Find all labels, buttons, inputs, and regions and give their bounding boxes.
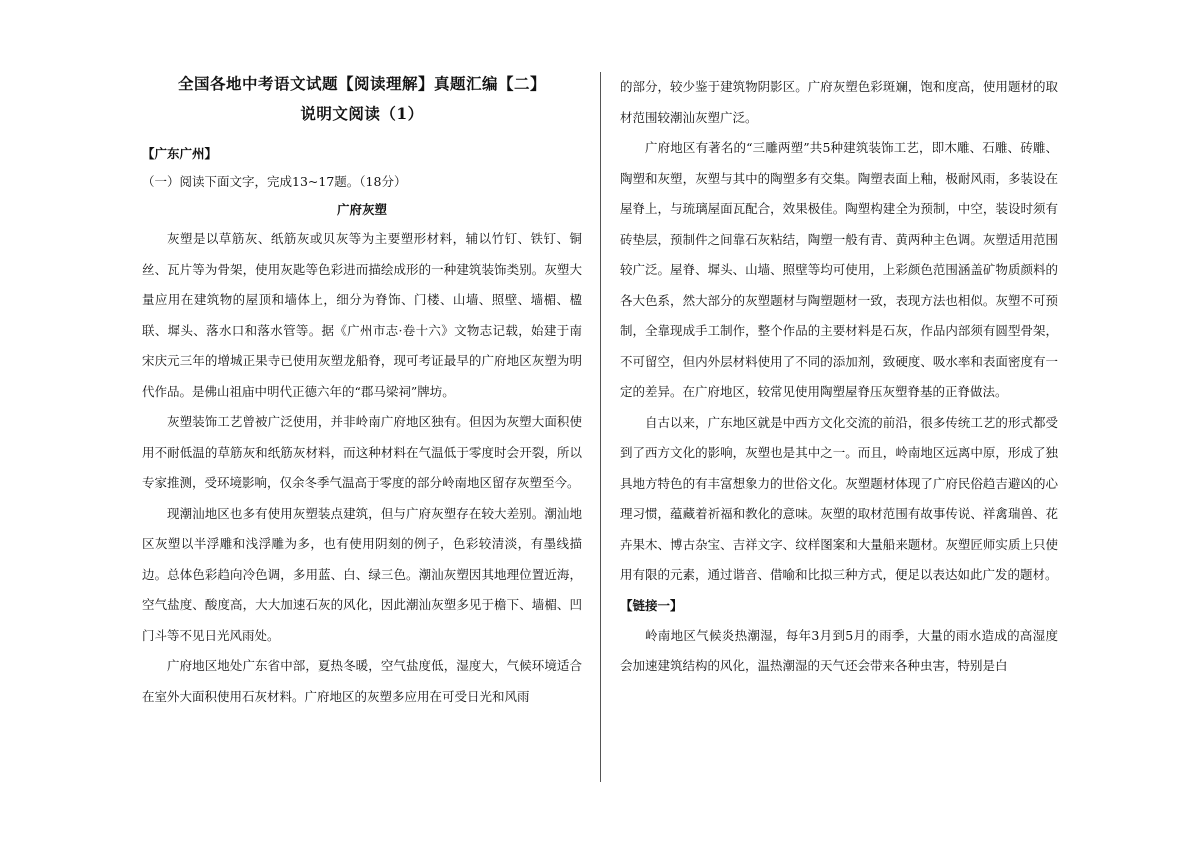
paragraph: 岭南地区气候炎热潮湿，每年3月到5月的雨季，大量的雨水造成的高湿度会加速建筑结构的风化，温热潮湿的天气还会带来各种虫害，特别是白: [620, 627, 1058, 673]
paragraph: 广府地区地处广东省中部，夏热冬暖，空气盐度低，湿度大，气候环境适合在室外大面积使用石灰材料。广府地区的灰塑多应用在可受日光和风雨: [142, 658, 582, 704]
right-column: [620, 72, 1058, 682]
paragraph: 灰塑装饰工艺曾被广泛使用，并非岭南广府地区独有。但因为灰塑大面积使用不耐低温的草筋灰和纸筋灰材料，而这种材料在气温低于零度时会开裂，所以专家推测，受环境影响，仅余冬季气温高于零度的部分岭南地区留存灰塑至今。: [142, 414, 582, 490]
paragraph: 自古以来，广东地区就是中西方文化交流的前沿，很多传统工艺的形式都受到了西方文化的影响，灰塑也是其中之一。而且，岭南地区远离中原，形成了独具地方特色的有丰富想象力的世俗文化。灰塑题材体现了广府民俗趋吉避凶的心理习惯，蕴藏着祈福和教化的意味。灰塑的取材范围有故事传说、祥禽瑞兽、花卉果木、博古杂宝、吉祥文字、纹样图案和大量船来题材。灰塑匠师实质上只使用有限的元素，通过谐音、借喻和比拟三种方式，便足以表达如此广发的题材。: [620, 414, 1058, 582]
link-label: 【链接一】: [620, 597, 683, 613]
question-instruction: （一）阅读下面文字，完成13~17题。（18分）: [142, 174, 407, 189]
document-subtitle: 说明文阅读（1）: [300, 104, 424, 123]
document-title: 全国各地中考语文试题【阅读理解】真题汇编【二】: [177, 74, 546, 93]
column-divider: [600, 72, 601, 782]
article-title: 广府灰塑: [336, 202, 387, 217]
paragraph: 广府地区有著名的“三雕两塑”共5种建筑装饰工艺，即木雕、石雕、砖雕、陶塑和灰塑，灰塑与其中的陶塑多有交集。陶塑表面上釉，极耐风雨，多装设在屋脊上，与琉璃屋面瓦配合，效果极佳。陶塑构建全为预制，中空，装设时须有砖垫层，预制件之间靠石灰粘结，陶塑一般有青、黄两种主色调。灰塑适用范围较广泛。屋脊、墀头、山墙、照壁等均可使用，上彩颜色范围涵盖矿物质颜料的各大色系，然大部分的灰塑题材与陶塑题材一致，表现方法也相似。灰塑不可预制，全靠现成手工制作，整个作品的主要材料是石灰，作品内部须有圆型骨架，不可留空，但内外层材料使用了不同的添加剂，致硬度、吸水率和表面密度有一定的差异。在广府地区，较常见使用陶塑屋脊压灰塑脊基的正脊做法。: [620, 140, 1058, 399]
paragraph: 现潮汕地区也多有使用灰塑装点建筑，但与广府灰塑存在较大差别。潮汕地区灰塑以半浮雕和浅浮雕为多，也有使用阴刻的例子，色彩较清淡，有墨线描边。总体色彩趋向冷色调，多用蓝、白、绿三色。潮汕灰塑因其地理位置近海，空气盐度、酸度高，大大加速石灰的风化，因此潮汕灰塑多见于檐下、墙楣、凹门斗等不见日光风雨处。: [142, 505, 582, 643]
region-label: 【广东广州】: [142, 146, 218, 161]
left-column: [142, 70, 582, 712]
paragraph: 的部分，较少鉴于建筑物阴影区。广府灰塑色彩斑斓，饱和度高，使用题材的取材范围较潮汕灰塑广泛。: [620, 79, 1058, 125]
paragraph: 灰塑是以草筋灰、纸筋灰或贝灰等为主要塑形材料，辅以竹钉、铁钉、铜丝、瓦片等为骨架，使用灰匙等色彩进而描绘成形的一种建筑装饰类别。灰塑大量应用在建筑物的屋顶和墙体上，细分为脊饰、门楼、山墙、照壁、墙楣、楹联、墀头、落水口和落水管等。据《广州市志·卷十六》文物志记载，始建于南宋庆元三年的增城正果寺已使用灰塑龙船脊，现可考证最早的广府地区灰塑为明代作品。是佛山祖庙中明代正德六年的“郡马梁祠”牌坊。: [142, 231, 582, 399]
